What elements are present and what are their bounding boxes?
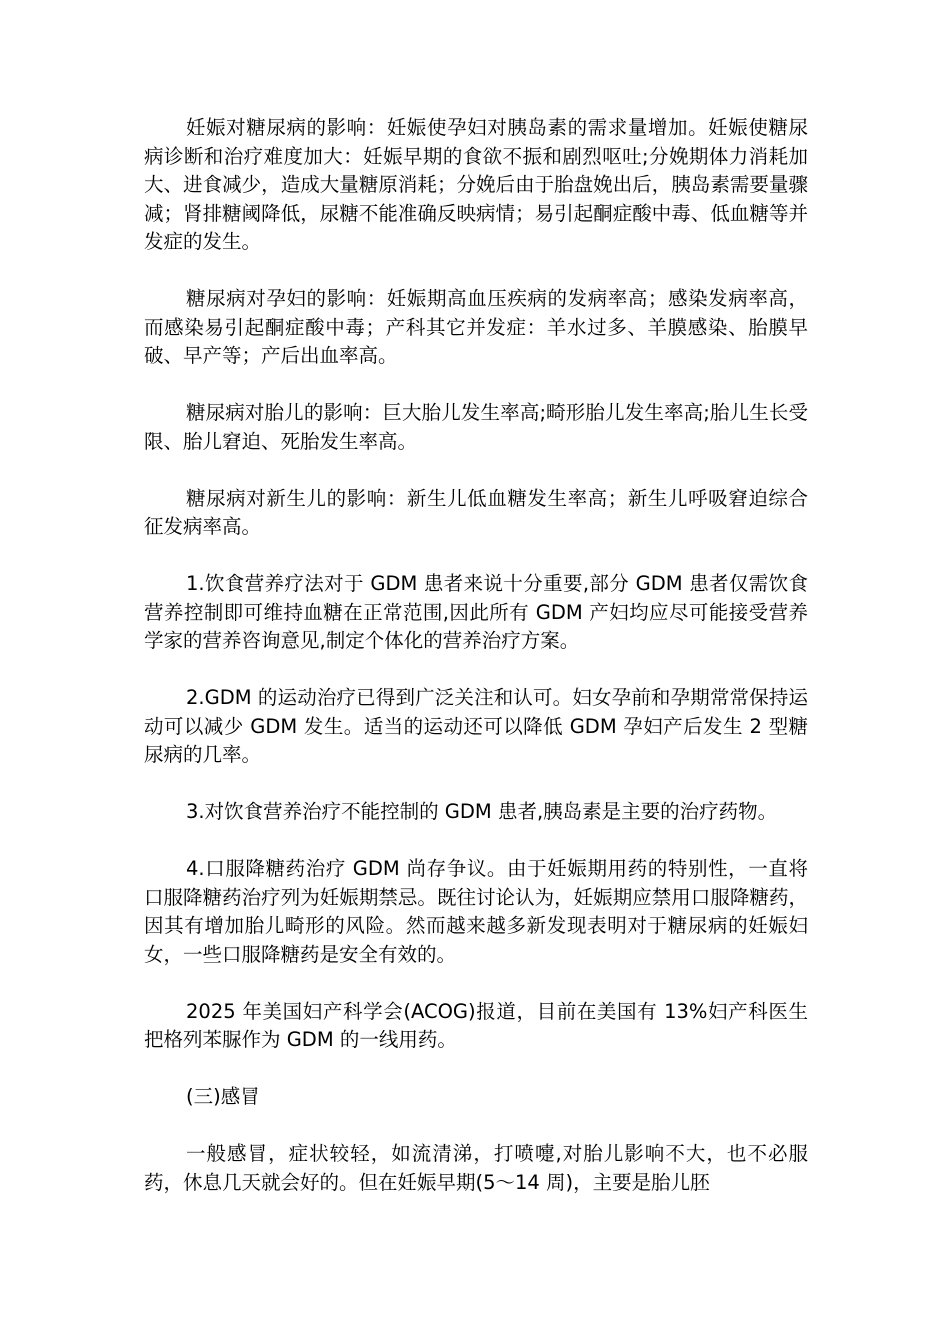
paragraph-pregnancy-effect-on-diabetes: 妊娠对糖尿病的影响：妊娠使孕妇对胰岛素的需求量增加。妊娠使糖尿病诊断和治疗难度加大：妊娠早期的食欲不振和剧烈呕吐;分娩期体力消耗加大、进食减少，造成大量糖原消耗；分娩后由于胎盘娩出后，胰岛素需要量骤减；肾排糖阈降低，尿糖不能准确反映病情；易引起酮症酸中毒、低血糖等并发症的发生。 (144, 116, 808, 253)
paragraph-diabetes-effect-on-fetus: 糖尿病对胎儿的影响：巨大胎儿发生率高;畸形胎儿发生率高;胎儿生长受限、胎儿窘迫、死胎发生率高。 (144, 401, 808, 453)
paragraph-cold-description: 一般感冒，症状较轻，如流清涕，打喷嚏,对胎儿影响不大，也不必服药，休息几天就会好的。但在妊娠早期(5～14 周)，主要是胎儿胚 (144, 1142, 808, 1194)
document-body (144, 114, 808, 1226)
paragraph-nutrition-therapy: 1.饮食营养疗法对于 GDM 患者来说十分重要,部分 GDM 患者仅需饮食营养控制即可维持血糖在正常范围,因此所有 GDM 产妇均应尽可能接受营养学家的营养咨询意见,制定个体化的营养治疗方案。 (144, 572, 808, 652)
paragraph-diabetes-effect-on-pregnant-woman: 糖尿病对孕妇的影响：妊娠期高血压疾病的发病率高；感染发病率高，而感染易引起酮症酸中毒；产科其它并发症：羊水过多、羊膜感染、胎膜早破、早产等；产后出血率高。 (144, 287, 808, 367)
paragraph-diabetes-effect-on-newborn: 糖尿病对新生儿的影响：新生儿低血糖发生率高；新生儿呼吸窘迫综合征发病率高。 (144, 486, 808, 538)
paragraph-oral-hypoglycemic-drugs: 4.口服降糖药治疗 GDM 尚存争议。由于妊娠期用药的特别性，一直将口服降糖药治疗列为妊娠期禁忌。既往讨论认为，妊娠期应禁用口服降糖药，因其有增加胎儿畸形的风险。然而越来越多新发现表明对于糖尿病的妊娠妇女，一些口服降糖药是安全有效的。 (144, 857, 808, 966)
paragraph-acog-report: 2025 年美国妇产科学会(ACOG)报道，目前在美国有 13%妇产科医生把格列苯脲作为 GDM 的一线用药。 (144, 999, 808, 1051)
paragraph-exercise-therapy: 2.GDM 的运动治疗已得到广泛关注和认可。妇女孕前和孕期常常保持运动可以减少 GDM 发生。适当的运动还可以降低 GDM 孕妇产后发生 2 型糖尿病的几率。 (144, 686, 808, 766)
paragraph-insulin-therapy: 3.对饮食营养治疗不能控制的 GDM 患者,胰岛素是主要的治疗药物。 (186, 800, 778, 823)
section-heading-cold: (三)感冒 (186, 1085, 260, 1108)
